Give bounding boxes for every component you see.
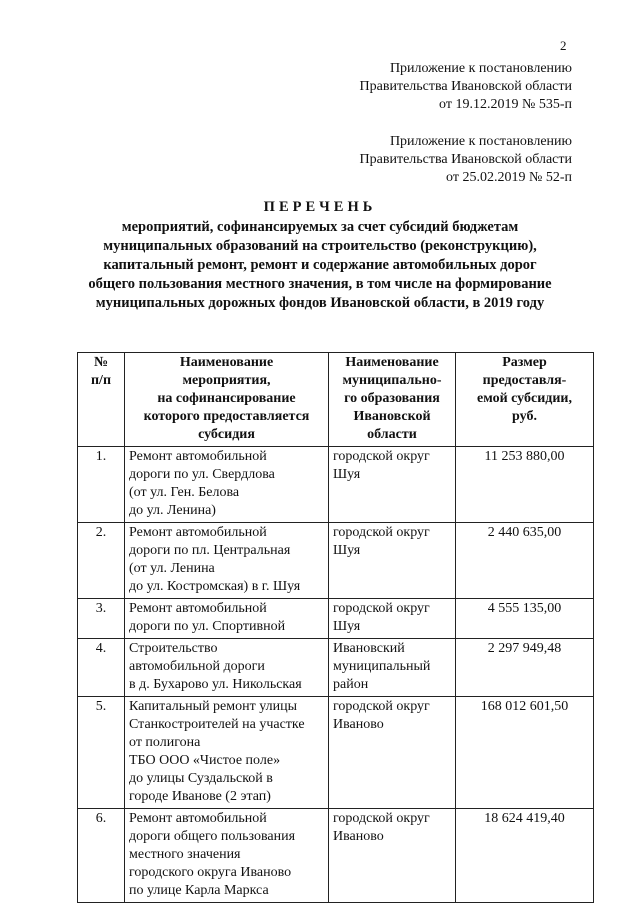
cell-activity: Капитальный ремонт улицы Станкостроителей на участке от полигона ТБО ООО «Чистое поле» до улицы Суздальской в городе Иванове (2 этап) <box>125 697 329 809</box>
title-line: муниципальных дорожных фондов Ивановской области, в 2019 году <box>95 295 545 311</box>
title-line: мероприятий, софинансируемых за счет субсидий бюджетам <box>121 219 519 235</box>
cell-municipality: Ивановский муниципальный район <box>329 639 456 697</box>
table-row <box>78 809 594 903</box>
appendix-reference-1 <box>300 60 572 114</box>
cell-amount: 4 555 135,00 <box>456 599 594 639</box>
appendix-line: Приложение к постановлению <box>389 134 572 149</box>
cell-municipality: городской округ Шуя <box>329 447 456 523</box>
cell-number: 1. <box>78 447 125 523</box>
appendix-line: от 25.02.2019 № 52-п <box>446 170 572 185</box>
cell-number: 6. <box>78 809 125 903</box>
table-row <box>78 599 594 639</box>
table-row <box>78 523 594 599</box>
title-line: общего пользования местного значения, в том числе на формирование <box>88 276 552 292</box>
appendix-line: от 19.12.2019 № 535-п <box>439 97 572 112</box>
cell-activity: Строительство автомобильной дороги в д. Бухарово ул. Никольская <box>125 639 329 697</box>
cell-amount: 18 624 419,40 <box>456 809 594 903</box>
cell-municipality: городской округ Шуя <box>329 599 456 639</box>
header-activity: Наименование мероприятия, на софинансирование которого предоставляется субсидия <box>125 353 329 447</box>
cell-amount: 2 297 949,48 <box>456 639 594 697</box>
cell-amount: 11 253 880,00 <box>456 447 594 523</box>
title-heading: ПЕРЕЧЕНЬ <box>263 199 377 215</box>
cell-activity: Ремонт автомобильной дороги по ул. Спортивной <box>125 599 329 639</box>
header-amount: Размер предоставля- емой субсидии, руб. <box>456 353 594 447</box>
document-title <box>70 198 570 313</box>
appendix-line: Правительства Ивановской области <box>359 152 572 167</box>
table-row <box>78 447 594 523</box>
cell-amount: 2 440 635,00 <box>456 523 594 599</box>
cell-number: 5. <box>78 697 125 809</box>
table-header-row <box>78 353 594 447</box>
cell-municipality: городской округ Иваново <box>329 809 456 903</box>
header-municipality: Наименование муниципально- го образования Ивановской области <box>329 353 456 447</box>
appendix-reference-2 <box>300 133 572 187</box>
cell-number: 2. <box>78 523 125 599</box>
cell-municipality: городской округ Иваново <box>329 697 456 809</box>
cell-amount: 168 012 601,50 <box>456 697 594 809</box>
subsidy-table <box>77 352 594 903</box>
cell-activity: Ремонт автомобильной дороги общего пользования местного значения городского округа Иваново по улице Карла Маркса <box>125 809 329 903</box>
appendix-line: Правительства Ивановской области <box>359 79 572 94</box>
page-number: 2 <box>560 38 567 53</box>
table-row <box>78 639 594 697</box>
cell-number: 4. <box>78 639 125 697</box>
title-line: капитальный ремонт, ремонт и содержание автомобильных дорог <box>103 257 537 273</box>
appendix-line: Приложение к постановлению <box>389 61 572 76</box>
header-number: № п/п <box>78 353 125 447</box>
cell-number: 3. <box>78 599 125 639</box>
cell-municipality: городской округ Шуя <box>329 523 456 599</box>
cell-activity: Ремонт автомобильной дороги по пл. Центральная (от ул. Ленина до ул. Костромская) в г. Шуя <box>125 523 329 599</box>
cell-activity: Ремонт автомобильной дороги по ул. Свердлова (от ул. Ген. Белова до ул. Ленина) <box>125 447 329 523</box>
table-row <box>78 697 594 809</box>
title-line: муниципальных образований на строительство (реконструкцию), <box>103 238 537 254</box>
